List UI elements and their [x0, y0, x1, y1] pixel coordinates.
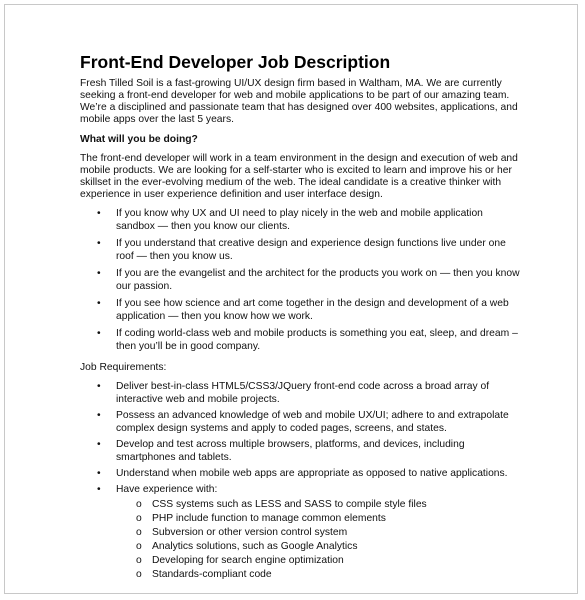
list-item-text: If you understand that creative design and experience design functions live under one roof — then you know us. — [116, 238, 506, 262]
sub-list-item-text: Subversion or other version control system — [152, 527, 348, 538]
bullet-icon: • — [97, 381, 101, 392]
list-item — [80, 409, 520, 435]
list-item — [80, 467, 520, 480]
sub-list-item-text: CSS systems such as LESS and SASS to compile style files — [152, 499, 427, 510]
list-item-text: Possess an advanced knowledge of web and mobile UX/UI; adhere to and extrapolate complex design systems and apply to coded pages, screens, and states. — [116, 410, 509, 434]
bullet-icon: • — [97, 410, 101, 421]
bullet-icon: • — [97, 484, 101, 495]
experience-list — [116, 498, 520, 582]
section-heading: What will you be doing? — [80, 134, 198, 145]
list-item — [80, 297, 520, 323]
list-item-text: If you are the evangelist and the architect for the products you work on — then you know our passion. — [116, 268, 520, 292]
list-item — [80, 327, 520, 353]
requirements-list — [80, 380, 520, 582]
list-item — [80, 267, 520, 293]
document-content — [80, 52, 520, 585]
bullet-icon: • — [97, 268, 101, 279]
bullet-icon: • — [97, 328, 101, 339]
doing-list — [80, 207, 520, 353]
list-item-text: Understand when mobile web apps are appropriate as opposed to native applications. — [116, 468, 508, 479]
list-item — [80, 207, 520, 233]
circle-bullet-icon: o — [136, 513, 142, 524]
circle-bullet-icon: o — [136, 541, 142, 552]
sub-list-item-text: PHP include function to manage common elements — [152, 513, 386, 524]
circle-bullet-icon: o — [136, 527, 142, 538]
list-item-text: If you know why UX and UI need to play nicely in the web and mobile application sandbox — then you know our clients. — [116, 208, 483, 232]
bullet-icon: • — [97, 468, 101, 479]
intro-paragraph: Fresh Tilled Soil is a fast-growing UI/UX design firm based in Waltham, MA. We are currently seeking a front-end developer for web and mobile applications to be part of our amazing team. We’re a disciplined and passionate team that has designed over 400 websites, applications, and mobile apps over the last 5 years. — [80, 78, 518, 125]
sub-list-item-text: Analytics solutions, such as Google Analytics — [152, 541, 358, 552]
bullet-icon: • — [97, 298, 101, 309]
list-item-text: If you see how science and art come together in the design and development of a web application — then you know how we work. — [116, 298, 509, 322]
list-item — [80, 438, 520, 464]
bullet-icon: • — [97, 238, 101, 249]
sub-list-item — [116, 568, 520, 582]
page-title: Front-End Developer Job Description — [80, 52, 391, 72]
sub-list-item — [116, 526, 520, 540]
sub-list-item — [116, 512, 520, 526]
list-item — [80, 237, 520, 263]
bullet-icon: • — [97, 439, 101, 450]
list-item-text: Have experience with: — [116, 484, 218, 495]
section-paragraph: The front-end developer will work in a team environment in the design and execution of web and mobile products. We are looking for a self-starter who is excited to learn and improve his or her skillset in the ever-evolving medium of the web. The ideal candidate is a creative thinker with experience in user experience definition and user interface design. — [80, 153, 518, 200]
list-item-text: Develop and test across multiple browsers, platforms, and devices, including smartphones and tablets. — [116, 439, 465, 463]
sub-list-item — [116, 540, 520, 554]
sub-list-item-text: Developing for search engine optimization — [152, 555, 344, 566]
bullet-icon: • — [97, 208, 101, 219]
document-page — [4, 4, 578, 594]
list-item — [80, 380, 520, 406]
list-item-text: Deliver best-in-class HTML5/CSS3/JQuery front-end code across a broad array of interactive web and mobile projects. — [116, 381, 490, 405]
list-item-text: If coding world-class web and mobile products is something you eat, sleep, and dream – then you’ll be in good company. — [116, 328, 518, 352]
circle-bullet-icon: o — [136, 499, 142, 510]
circle-bullet-icon: o — [136, 569, 142, 580]
list-item — [80, 483, 520, 582]
sub-list-item-text: Standards-compliant code — [152, 569, 272, 580]
sub-list-item — [116, 554, 520, 568]
sub-list-item — [116, 498, 520, 512]
requirements-label: Job Requirements: — [80, 362, 167, 373]
circle-bullet-icon: o — [136, 555, 142, 566]
